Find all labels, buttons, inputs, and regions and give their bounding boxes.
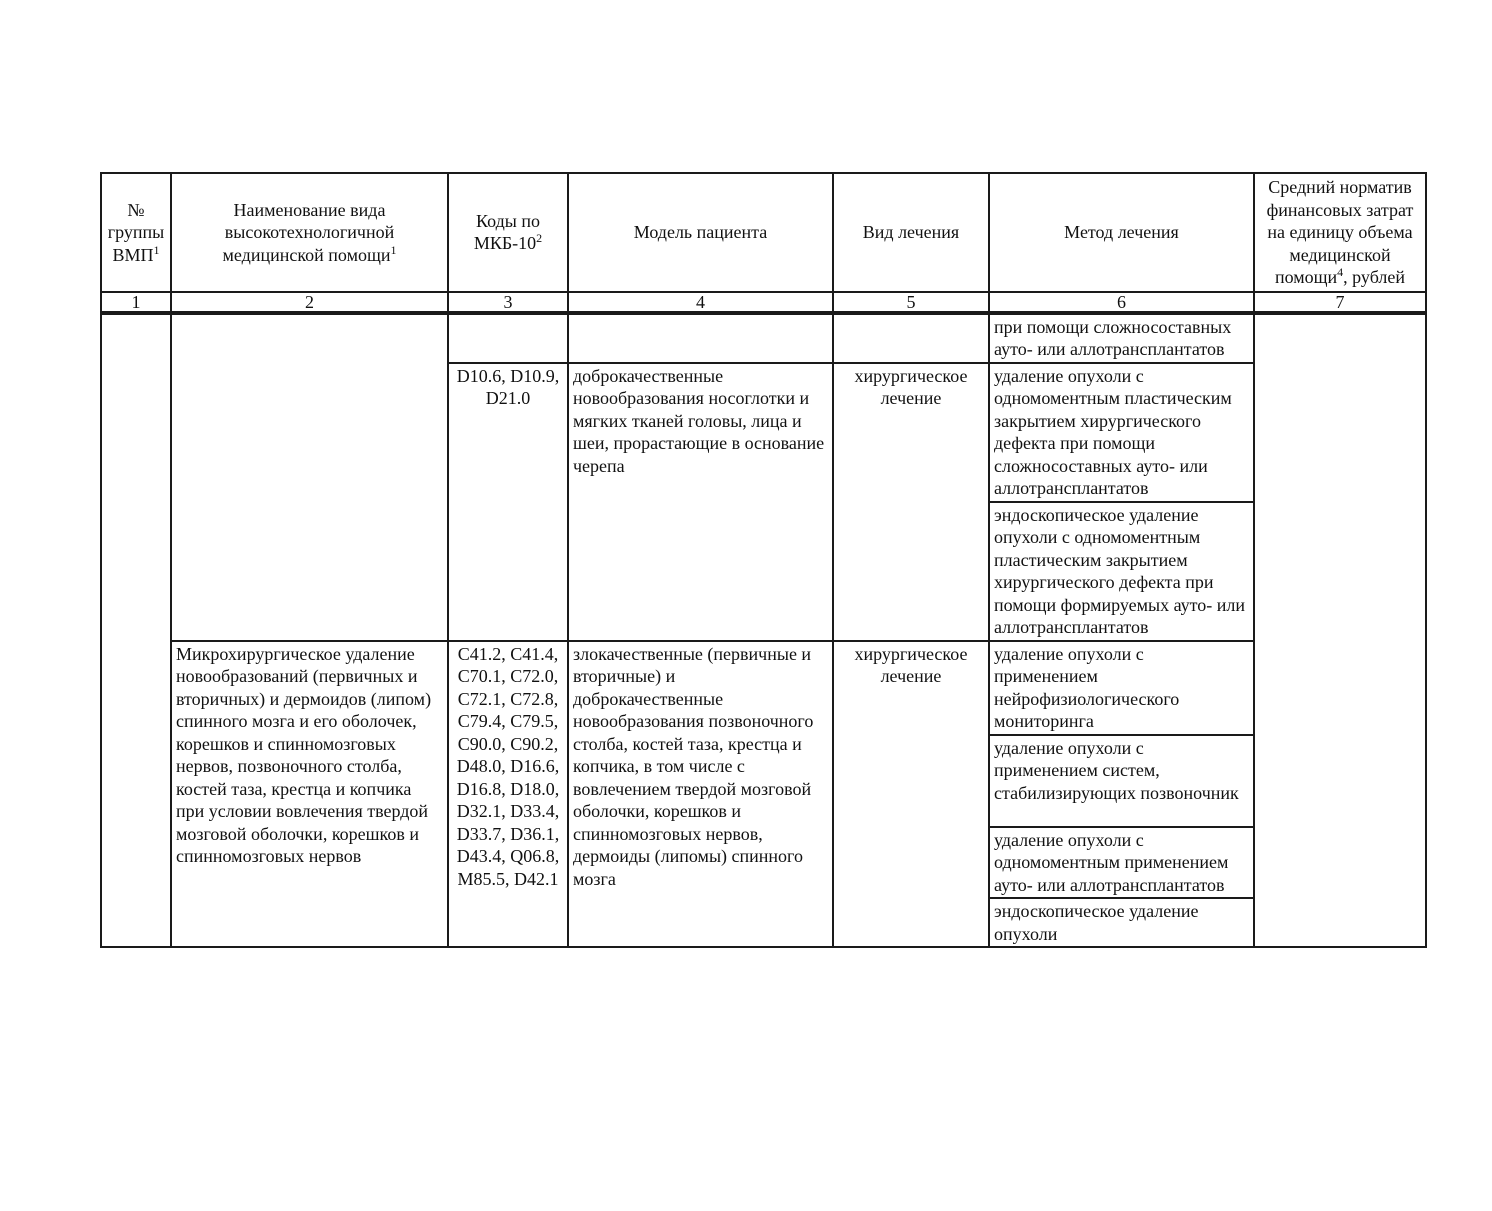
header-group-number-label: № группы ВМП [107, 199, 165, 265]
header-group-number-footnote: 1 [153, 242, 160, 257]
cell-method-block2-1: удаление опухоли с применением нейрофизиологического мониторинга [989, 641, 1254, 735]
cell-icd-codes-block2: C41.2, C41.4, C70.1, C72.0, C72.1, C72.8, C79.4, C79.5, C90.0, C90.2, D48.0, D16.6, D16.8, D18.0, D32.1, D33.4, D33.7, D36.1, D43.4, Q06.8, M85.5, D42.1 [448, 641, 568, 948]
header-treatment-method-label: Метод лечения [1064, 222, 1179, 242]
header-cost-norm-footnote: 4 [1337, 265, 1344, 279]
header-icd-codes [448, 173, 568, 292]
cell-service-name-continued [171, 313, 448, 641]
header-treatment-method [989, 173, 1254, 292]
header-service-name [171, 173, 448, 292]
vmp-care-types-table [100, 172, 1427, 948]
header-cost-norm-label: Средний норматив финансовых затрат на единицу объема медицинской помощи [1266, 177, 1414, 287]
header-treatment-type [833, 173, 989, 292]
cell-method-block2-3: удаление опухоли с одномоментным применением ауто- или аллотрансплантатов [989, 827, 1254, 899]
column-numbers-row [101, 292, 1426, 313]
header-group-number [101, 173, 171, 292]
cell-method-block2-4: эндоскопическое удаление опухоли [989, 898, 1254, 947]
column-number-3: 3 [448, 292, 568, 313]
cell-group-number [101, 313, 171, 948]
cell-method-block1-2: эндоскопическое удаление опухоли с одномоментным пластическим закрытием хирургического дефекта при помощи формируемых ауто- или аллотрансплантатов [989, 502, 1254, 641]
cell-patient-model-block2: злокачественные (первичные и вторичные) и доброкачественные новообразования позвоночного столба, костей таза, крестца и копчика, в том числе с вовлечением твердой мозговой оболочки, корешков и спинномозговых нервов, дермоиды (липомы) спинного мозга [568, 641, 833, 948]
header-patient-model [568, 173, 833, 292]
header-service-name-label: Наименование вида высокотехнологичной медицинской помощи [222, 199, 395, 265]
header-icd-codes-footnote: 2 [536, 231, 543, 246]
column-number-7: 7 [1254, 292, 1426, 313]
cell-icd-codes-block1: D10.6, D10.9, D21.0 [448, 363, 568, 641]
cell-patient-model-block1: доброкачественные новообразования носоглотки и мягких тканей головы, лица и шеи, прорастающие в основание черепа [568, 363, 833, 641]
cell-cost-norm [1254, 313, 1426, 948]
cell-method-block1-1: удаление опухоли с одномоментным пластическим закрытием хирургического дефекта при помощи сложносоставных ауто- или аллотрансплантатов [989, 363, 1254, 502]
cell-treatment-type-block2: хирургическое лечение [833, 641, 989, 948]
cell-method-continued: при помощи сложносоставных ауто- или аллотрансплантатов [989, 313, 1254, 363]
table-row [101, 313, 1426, 363]
column-number-5: 5 [833, 292, 989, 313]
column-number-1: 1 [101, 292, 171, 313]
cell-treatment-type-block1: хирургическое лечение [833, 363, 989, 641]
cell-patient-model-continued [568, 313, 833, 363]
header-patient-model-label: Модель пациента [633, 222, 768, 242]
cell-treatment-type-continued [833, 313, 989, 363]
cell-service-name-block2: Микрохирургическое удаление новообразований (первичных и вторичных) и дермоидов (липом) спинного мозга и его оболочек, корешков и спинномозговых нервов, позвоночного столба, костей таза, крестца и копчика при условии вовлечения твердой мозговой оболочки, корешков и спинномозговых нервов [171, 641, 448, 948]
column-number-4: 4 [568, 292, 833, 313]
header-treatment-type-label: Вид лечения [862, 222, 960, 242]
header-icd-codes-label: Коды по МКБ-10 [473, 210, 540, 254]
cell-method-block2-2: удаление опухоли с применением систем, стабилизирующих позвоночник [989, 735, 1254, 827]
table-header-row [101, 173, 1426, 292]
column-number-2: 2 [171, 292, 448, 313]
header-service-name-footnote: 1 [390, 242, 397, 257]
column-number-6: 6 [989, 292, 1254, 313]
cell-icd-codes-continued [448, 313, 568, 363]
table-row [101, 641, 1426, 735]
header-cost-norm: Средний норматив финансовых затрат на единицу объема медицинской помощи$^4$, рублей [1254, 173, 1426, 292]
